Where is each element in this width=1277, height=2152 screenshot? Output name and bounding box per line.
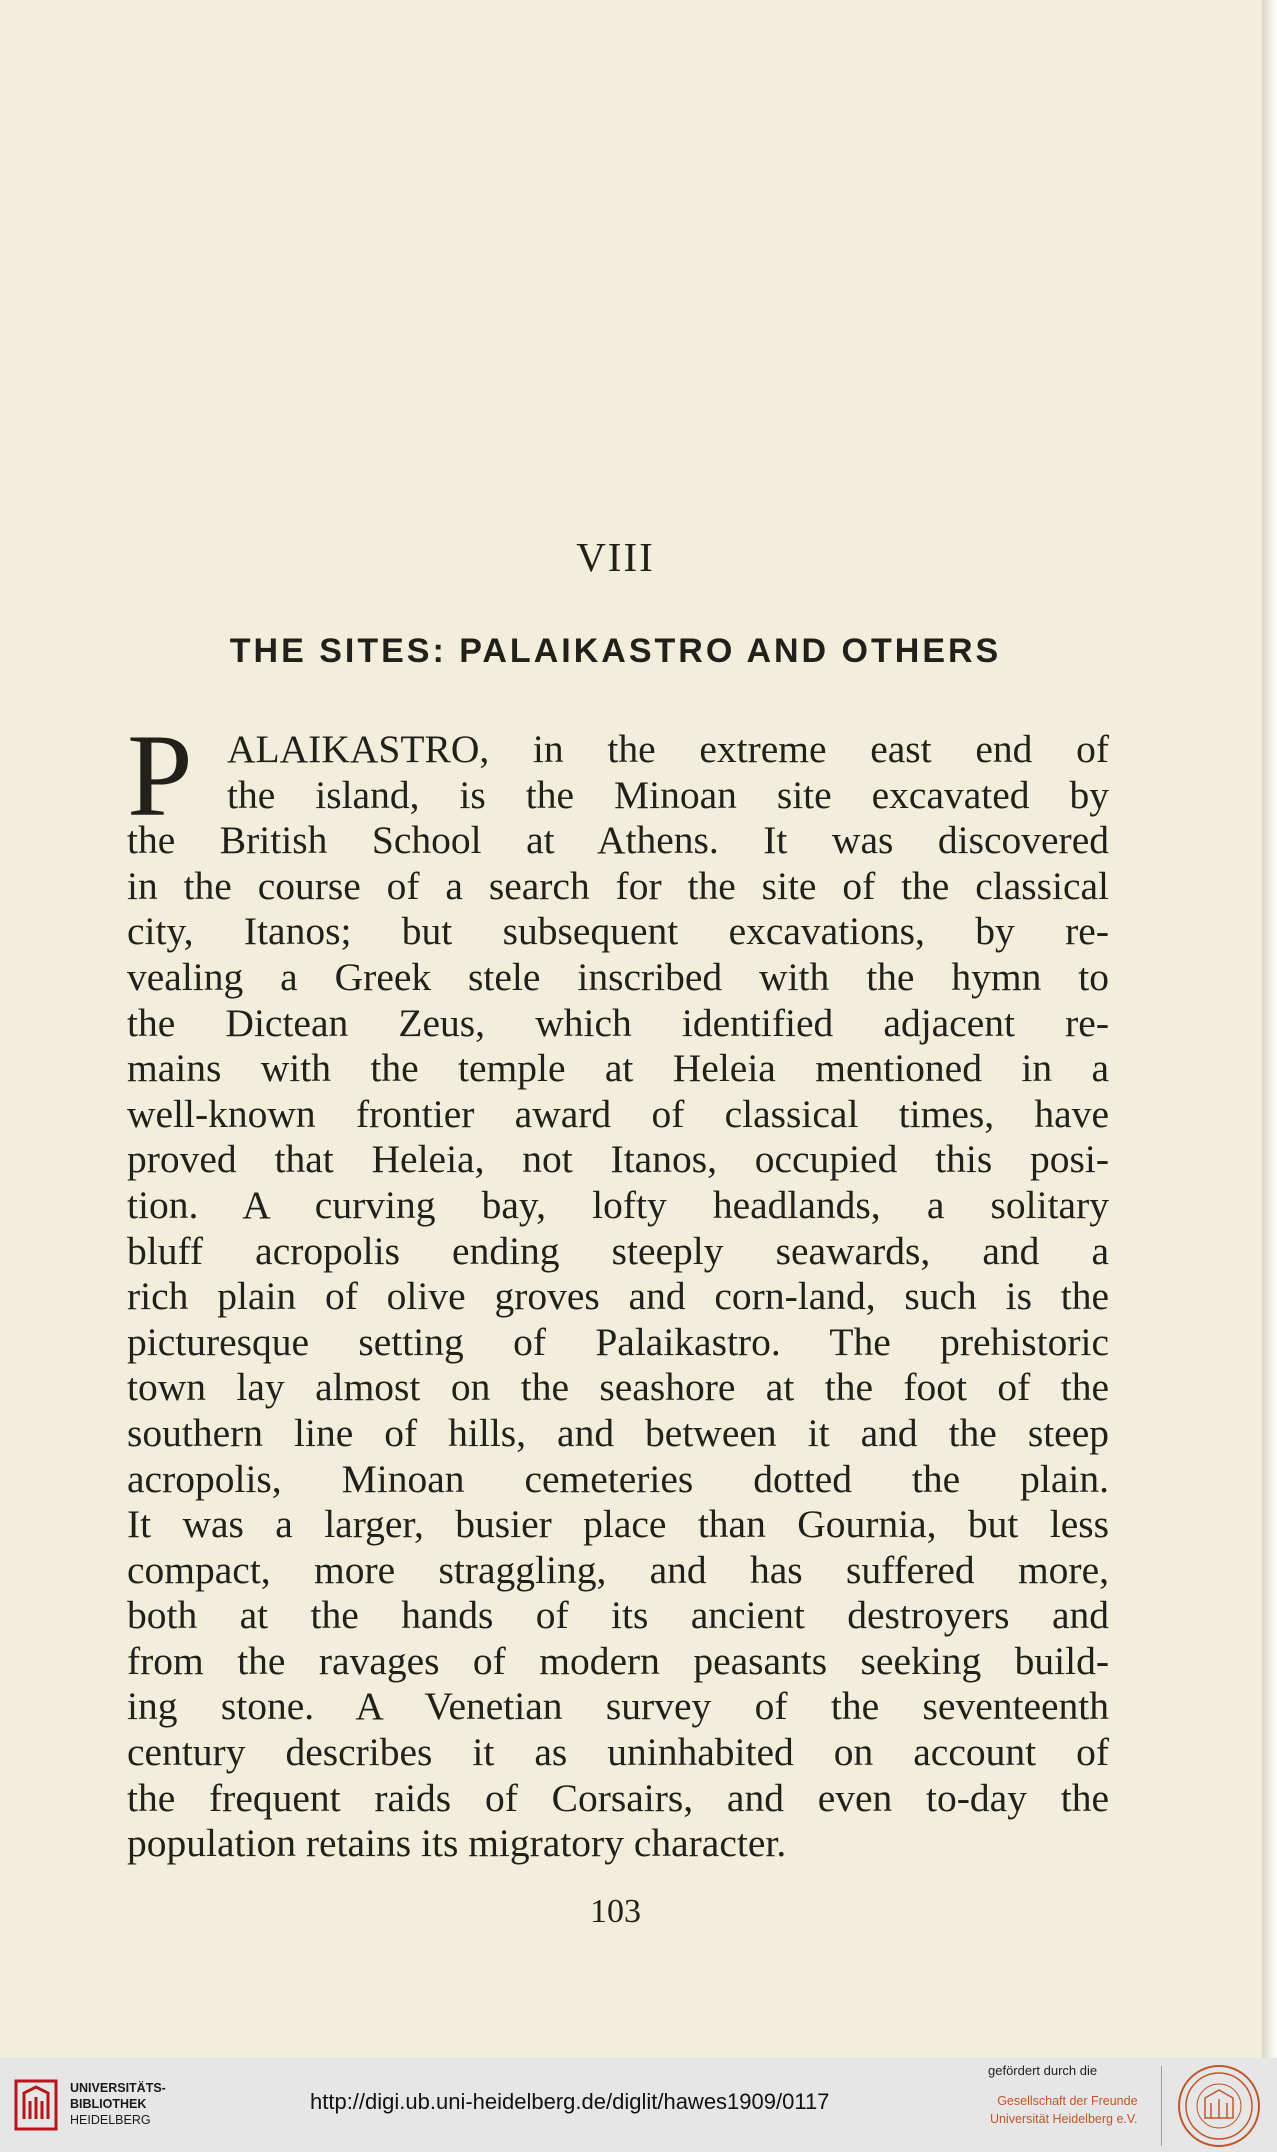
body-text (127, 710, 1109, 1867)
library-name-line: BIBLIOTHEK (70, 2097, 147, 2111)
chapter-number: VIII (576, 534, 655, 580)
text-line: mains with the temple at Heleia mentioned in a (127, 1046, 1109, 1091)
text-line: city, Itanos; but subsequent excavations, by re- (127, 909, 1109, 954)
university-library-logo-icon[interactable] (14, 2079, 58, 2131)
text-line: rich plain of olive groves and corn-land, such is the (127, 1274, 1109, 1319)
text-line: tion. A curving bay, lofty headlands, a solitary (127, 1182, 1109, 1227)
text-line: ALAIKASTRO, in the extreme east end of (227, 727, 1109, 771)
society-name-line: Gesellschaft der Freunde (997, 2094, 1138, 2108)
page-number: 103 (590, 1893, 641, 1930)
society-name-line: Universität Heidelberg e.V. (990, 2112, 1138, 2126)
text-line: in the course of a search for the site of the classical (127, 863, 1109, 908)
chapter-title: THE SITES: PALAIKASTRO AND OTHERS (229, 632, 1002, 670)
text-line: well-known frontier award of classical times, have (127, 1091, 1109, 1136)
text-line: southern line of hills, and between it and the steep (127, 1410, 1109, 1455)
drop-cap: P (127, 710, 193, 841)
text-line: acropolis, Minoan cemeteries dotted the plain. (127, 1456, 1109, 1501)
text-line: vealing a Greek stele inscribed with the hymn to (127, 954, 1109, 999)
text-line: both at the hands of its ancient destroyers and (127, 1593, 1109, 1638)
text-line: the frequent raids of Corsairs, and even to-day the (127, 1775, 1109, 1820)
text-line: It was a larger, busier place than Gournia, but less (127, 1502, 1109, 1547)
text-line: the Dictean Zeus, which identified adjacent re- (127, 1000, 1109, 1045)
library-name (70, 2080, 166, 2128)
text-line: picturesque setting of Palaikastro. The prehistoric (127, 1319, 1109, 1364)
text-line: population retains its migratory character. (127, 1821, 787, 1866)
text-line: the island, is the Minoan site excavated by (227, 772, 1109, 817)
funded-by-label: gefördert durch die (988, 2063, 1098, 2078)
text-line: town lay almost on the seashore at the foot of the (127, 1365, 1109, 1410)
society-name[interactable] (990, 2092, 1138, 2128)
permalink-url[interactable]: http://digi.ub.uni-heidelberg.de/diglit/hawes1909/0117 (310, 2089, 830, 2114)
text-line: century describes it as uninhabited on account of (127, 1730, 1109, 1775)
text-line: proved that Heleia, not Itanos, occupied this posi- (127, 1137, 1109, 1182)
text-line: ing stone. A Venetian survey of the seventeenth (127, 1684, 1109, 1729)
text-line: bluff acropolis ending steeply seawards, and a (127, 1228, 1109, 1273)
university-seal-icon (1175, 2063, 1263, 2149)
library-name-line: UNIVERSITÄTS- (70, 2081, 166, 2095)
text-line: compact, more straggling, and has suffered more, (127, 1547, 1109, 1592)
page-edge (1262, 0, 1277, 2058)
library-name-line: HEIDELBERG (70, 2113, 151, 2127)
text-line: the British School at Athens. It was discovered (127, 818, 1109, 863)
footer-divider (1161, 2066, 1162, 2146)
text-line: from the ravages of modern peasants seeking build- (127, 1638, 1109, 1683)
